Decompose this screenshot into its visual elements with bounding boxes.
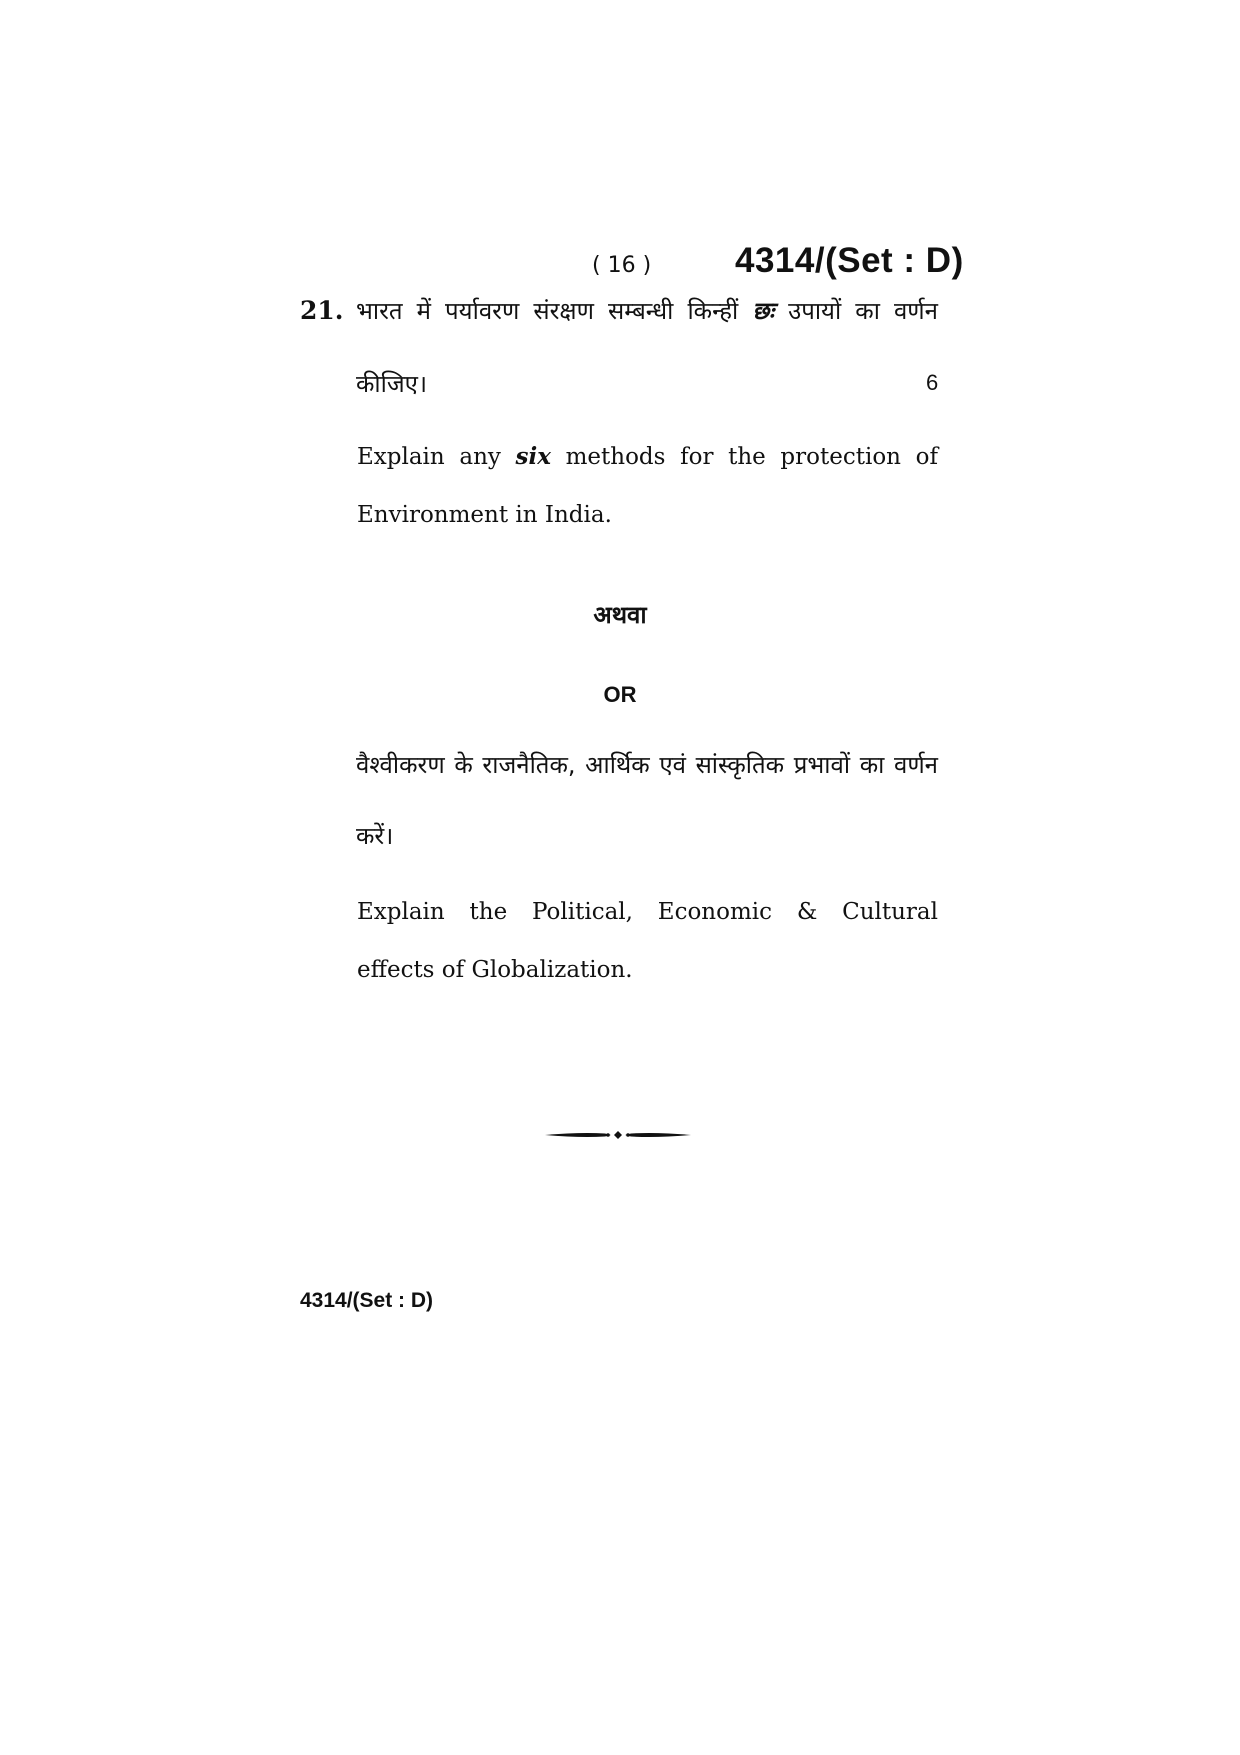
- or-english: OR: [603, 682, 637, 707]
- set-code-header: 4314/(Set : D): [735, 241, 964, 280]
- question-english-line-1: [357, 440, 938, 474]
- question-number: 21.: [300, 296, 344, 325]
- hindi-text: भारत में पर्यावरण संरक्षण सम्बन्धी किन्हीं: [356, 297, 739, 325]
- question-hindi-line-1: [356, 293, 938, 329]
- hindi-text-end: उपायों का वर्णन: [788, 297, 938, 325]
- or-hindi: अथवा: [593, 601, 647, 629]
- hindi-emphasis: छः: [752, 297, 774, 325]
- english-emphasis: six: [515, 443, 551, 470]
- alt-hindi-line-1: वैश्वीकरण के राजनैतिक, आर्थिक एवं सांस्कृतिक प्रभावों का वर्णन: [356, 751, 938, 779]
- english-text-end: methods for the protection of: [565, 444, 938, 470]
- question-marks: 6: [926, 370, 939, 395]
- page-number: ( 16 ): [592, 253, 652, 278]
- alt-hindi-line-2: करें।: [356, 822, 394, 850]
- alt-english-line-1: Explain the Political, Economic & Cultural: [357, 899, 938, 925]
- question-english-line-2: Environment in India.: [357, 502, 612, 528]
- question-hindi-line-2: कीजिए।: [356, 370, 428, 398]
- end-of-paper-ornament-icon: [545, 1128, 691, 1142]
- alt-english-line-2: effects of Globalization.: [357, 957, 633, 983]
- footer-set-code: 4314/(Set : D): [300, 1289, 434, 1312]
- english-text: Explain any: [357, 444, 501, 470]
